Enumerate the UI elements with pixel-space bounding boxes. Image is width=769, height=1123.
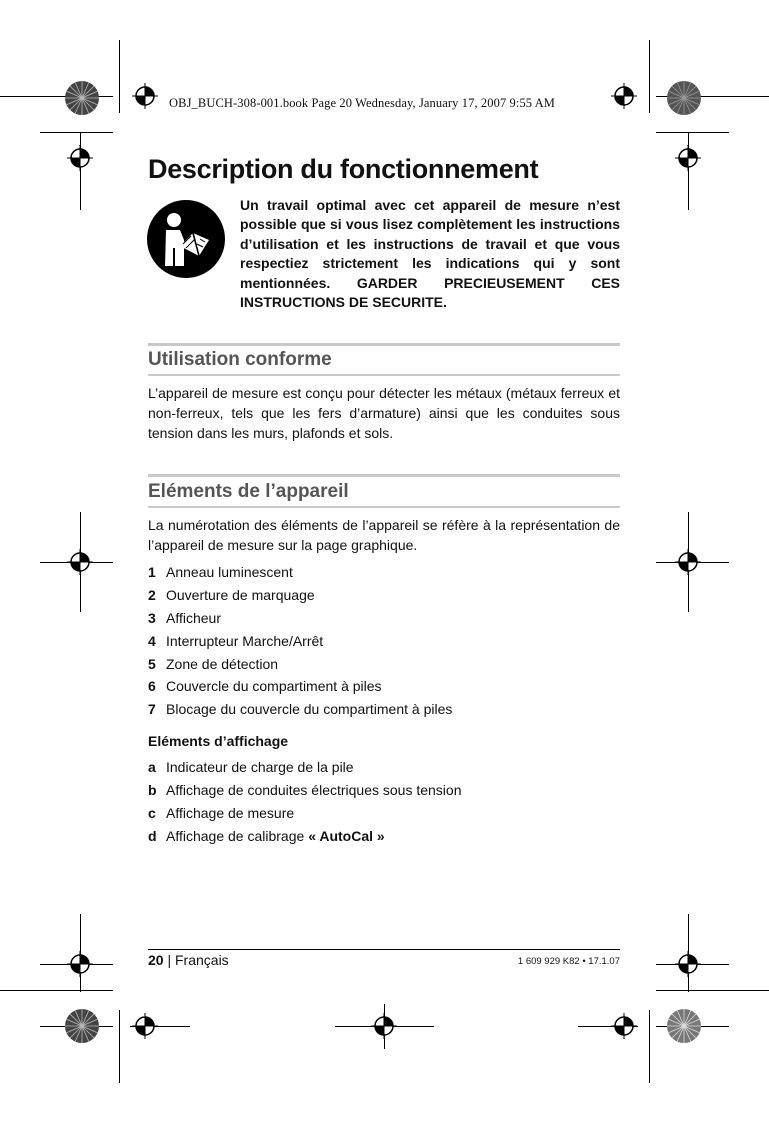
item-number: 4 [148,632,156,649]
item-label: Affichage de conduites électriques sous tension [166,781,462,798]
book-info-header: OBJ_BUCH-308-001.book Page 20 Wednesday, January 17, 2007 9:55 AM [169,96,556,110]
item-label: Indicateur de charge de la pile [166,759,354,775]
item-label: Ouverture de marquage [166,586,315,603]
safety-warning: Un travail optimal avec cet appareil de mesure n’est possible que si vous lisez complètement les instructions d’utilisation et les instructions de travail et que vous respectiez strictement les indications qui y sont mentionnées. GARDER PRECIEUSEMENT CES INSTRUCTIONS DE SECURITE. [240,197,620,311]
item-label: Blocage du couvercle du compartiment à piles [166,701,453,718]
item-letter: d [148,827,157,844]
crop-line [119,1010,120,1083]
document-code: 1 609 929 K82 • 17.1.07 [517,956,620,967]
item-label: Affichage de mesure [166,804,295,821]
crop-line [649,1010,650,1083]
page-number: 20 [148,952,164,968]
item-label: Affichage de calibrage [166,827,305,844]
item-letter: b [148,781,157,798]
list-item [148,608,452,631]
item-label: Interrupteur Marche/Arrêt [166,632,324,649]
star-target-icon [64,1008,100,1044]
device-elements-list [148,562,452,722]
registration-mark-icon [675,145,701,171]
list-item [148,757,462,780]
item-number: 3 [148,609,156,626]
item-label: Afficheur [166,609,221,626]
registration-mark-icon [611,83,637,109]
list-item [148,654,452,677]
item-number: 6 [148,678,156,695]
registration-mark-icon [67,549,93,575]
item-number: 2 [148,586,156,603]
list-item [148,780,462,803]
item-label: Anneau luminescent [166,564,293,580]
crop-line [656,990,769,991]
item-letter: a [148,759,156,775]
section-divider [148,474,620,477]
section-divider [148,374,620,376]
list-item [148,826,462,849]
item-label: Couvercle du compartiment à piles [166,678,382,695]
item-number: 7 [148,701,156,718]
registration-mark-icon [371,1013,397,1039]
registration-mark-icon [675,549,701,575]
star-target-icon [666,1008,702,1044]
registration-mark-icon [132,83,158,109]
page-title: Description du fonctionnement [148,154,539,184]
read-manual-icon [147,200,225,278]
crop-line [688,132,689,210]
item-number: 1 [148,564,156,580]
registration-mark-icon [67,951,93,977]
footer-language: Français [175,952,229,968]
footer-divider [148,949,620,950]
list-item [148,803,462,826]
section-divider [148,343,620,346]
section-heading-usage: Utilisation conforme [148,349,332,370]
item-number: 5 [148,655,156,672]
crop-line [0,990,113,991]
footer-separator: | [163,952,175,968]
crop-line [656,132,729,133]
item-label: Zone de détection [166,655,279,672]
usage-paragraph: L’appareil de mesure est conçu pour détecter les métaux (métaux ferreux et non-ferreux, tels que les fers d’armature) ainsi que les conduites sous tension dans les murs, plafonds et sols. [148,385,620,441]
list-item [148,676,452,699]
crop-line [119,40,120,113]
crop-line [649,40,650,113]
display-elements-heading: Eléments d’affichage [148,733,289,749]
star-target-icon [666,80,702,116]
registration-mark-icon [675,951,701,977]
autocal-label: « AutoCal » [308,827,385,844]
item-letter: c [148,804,156,821]
registration-mark-icon [611,1013,637,1039]
section-heading-elements: Eléments de l’appareil [148,481,349,502]
list-item [148,631,452,654]
section-divider [148,506,620,508]
star-target-icon [64,80,100,116]
display-elements-list [148,757,462,849]
crop-line [40,132,113,133]
crop-line [80,132,81,210]
list-item [148,562,452,585]
registration-mark-icon [67,145,93,171]
registration-mark-icon [132,1013,158,1039]
footer-page-label [148,952,229,968]
list-item [148,699,452,722]
elements-intro: La numérotation des éléments de l’appareil se réfère à la représentation de l’appareil de mesure sur la page graphique. [148,517,620,553]
list-item [148,585,452,608]
